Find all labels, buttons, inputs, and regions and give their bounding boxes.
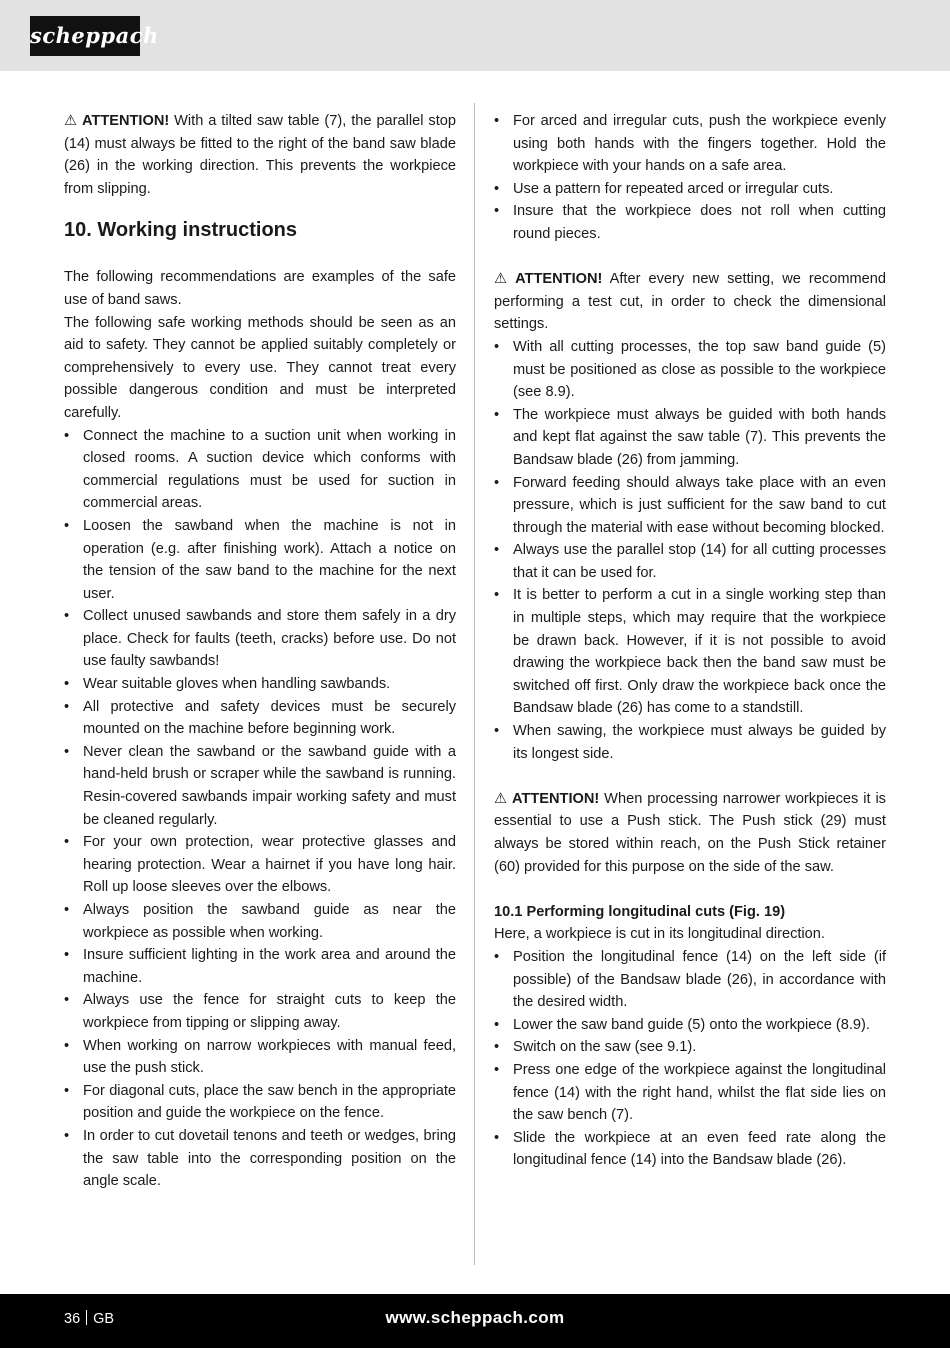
bullet-list	[494, 336, 886, 765]
footer-bar	[0, 1294, 950, 1348]
list-item: • Insure that the workpiece does not roll when cutting round pieces.	[494, 200, 886, 245]
scheppach-logo: scheppach	[30, 16, 140, 56]
list-item: • Always use the fence for straight cuts to keep the workpiece from tipping or slipping away.	[64, 989, 456, 1034]
list-item: • When sawing, the workpiece must always be guided by its longest side.	[494, 720, 886, 765]
intro-paragraph: The following safe working methods should be seen as an aid to safety. They cannot be applied suitably completely or comprehensively to every use. They cannot treat every possible dangerous condition and must be interpreted carefully.	[64, 314, 456, 421]
attention-label: ATTENTION!	[511, 790, 600, 807]
attention-label: ATTENTION!	[515, 271, 603, 288]
attention-note	[494, 788, 886, 878]
list-item: • Forward feeding should always take place with an even pressure, which is just sufficient for the saw band to cut through the material with ease without becoming blocked.	[494, 472, 886, 540]
list-item: • With all cutting processes, the top saw band guide (5) must be positioned as close as possible to the workpiece (see 8.9).	[494, 336, 886, 404]
attention-label: ATTENTION!	[81, 113, 170, 129]
warning-triangle-icon: ⚠	[64, 113, 78, 129]
list-item: • In order to cut dovetail tenons and teeth or wedges, bring the saw table into the corresponding position on the angle scale.	[64, 1125, 456, 1193]
list-item: • Slide the workpiece at an even feed rate along the longitudinal fence (14) into the Bandsaw blade (26).	[494, 1127, 886, 1172]
list-item: • Position the longitudinal fence (14) on the left side (if possible) of the Bandsaw blade (26), in accordance with the desired width.	[494, 946, 886, 1014]
list-item: • Wear suitable gloves when handling sawbands.	[64, 673, 456, 696]
list-item: • Press one edge of the workpiece against the longitudinal fence (14) with the right hand, whilst the flat side lies on the saw bench (7).	[494, 1059, 886, 1127]
spacer	[494, 246, 886, 269]
spacer	[494, 765, 886, 788]
attention-note	[64, 110, 456, 200]
list-item: • Use a pattern for repeated arced or irregular cuts.	[494, 178, 886, 201]
bullet-list	[494, 110, 886, 246]
subsection-intro: Here, a workpiece is cut in its longitudinal direction.	[494, 926, 825, 943]
attention-text: When processing narrower workpieces it is essential to use a Push stick. The Push stick (29) must always be stored within reach, on the Push Stick retainer (60) provided for this purpose on the side of the saw.	[494, 790, 886, 875]
language-code: GB	[93, 1311, 115, 1327]
list-item: • Always use the parallel stop (14) for all cutting processes that it can be used for.	[494, 539, 886, 584]
bullet-list	[64, 425, 456, 1193]
attention-note	[494, 268, 886, 336]
spacer	[494, 878, 886, 901]
section-title: 10. Working instructions	[64, 219, 297, 242]
list-item: • Never clean the sawband or the sawband guide with a hand-held brush or scraper while the sawband is running. Resin-covered sawbands impair working safety and must be cleaned regularly.	[64, 741, 456, 831]
list-item: • All protective and safety devices must be securely mounted on the machine before beginning work.	[64, 696, 456, 741]
list-item: • Insure sufficient lighting in the work area and around the machine.	[64, 944, 456, 989]
subsection-title: 10.1 Performing longitudinal cuts (Fig. 19)	[494, 903, 786, 920]
list-item: • For diagonal cuts, place the saw bench in the appropriate position and guide the workpiece on the fence.	[64, 1080, 456, 1125]
list-item: • Collect unused sawbands and store them safely in a dry place. Check for faults (teeth, cracks) before use. Do not use faulty sawbands!	[64, 605, 456, 673]
attention-text: With a tilted saw table (7), the parallel stop (14) must always be fitted to the right of the band saw blade (26) in the working direction. This prevents the workpiece from slipping.	[64, 113, 456, 197]
list-item: • When working on narrow workpieces with manual feed, use the push stick.	[64, 1035, 456, 1080]
list-item: • Connect the machine to a suction unit when working in closed rooms. A suction device which conforms with commercial regulations must be used for suction in commercial areas.	[64, 425, 456, 515]
list-item: • Always position the sawband guide as near the workpiece as possible when working.	[64, 899, 456, 944]
attention-text: After every new setting, we recommend performing a test cut, in order to check the dimensional settings.	[494, 271, 886, 333]
warning-triangle-icon: ⚠	[494, 271, 512, 288]
column-divider	[474, 103, 475, 1265]
list-item: • Loosen the sawband when the machine is not in operation (e.g. after finishing work). Attach a notice on the tension of the saw band to the machine for the next user.	[64, 515, 456, 605]
bullet-list	[494, 946, 886, 1172]
list-item: • For your own protection, wear protective glasses and hearing protection. Wear a hairnet if you have long hair. Roll up loose sleeves over the elbows.	[64, 831, 456, 899]
list-item: • It is better to perform a cut in a single working step than in multiple steps, which may require that the workpiece be drawn back. However, if it is not possible to avoid drawing the workpiece back then the band saw must be switched off first. Only draw the workpiece back once the Bandsaw blade (26) has come to a standstill.	[494, 584, 886, 720]
warning-triangle-icon: ⚠	[494, 790, 508, 807]
header-bar	[0, 0, 950, 71]
right-column	[494, 110, 886, 1172]
website-link[interactable]: www.scheppach.com	[385, 1308, 565, 1327]
list-item: • Lower the saw band guide (5) onto the workpiece (8.9).	[494, 1014, 886, 1037]
page-number-value: 36	[64, 1311, 81, 1327]
list-item: • Switch on the saw (see 9.1).	[494, 1036, 886, 1059]
left-column	[64, 110, 456, 1193]
intro-paragraph: The following recommendations are examples of the safe use of band saws.	[64, 269, 456, 308]
list-item: • The workpiece must always be guided with both hands and kept flat against the saw table (7). This prevents the Bandsaw blade (26) from jamming.	[494, 404, 886, 472]
list-item: • For arced and irregular cuts, push the workpiece evenly using both hands with the fingers together. Hold the workpiece with your hands on a safe area.	[494, 110, 886, 178]
